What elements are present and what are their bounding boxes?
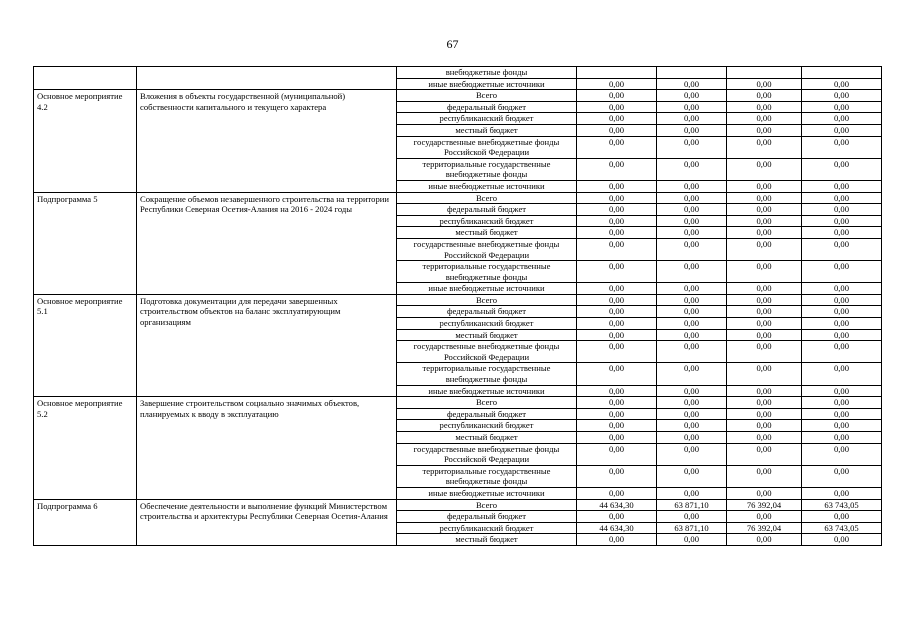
program-title-cell: Подготовка документации для передачи завершенных строительством объектов на баланс эксплуатирующим организациям [137,294,397,396]
amount-cell: 0,00 [727,227,802,239]
amount-cell: 0,00 [657,180,727,192]
program-title-cell: Вложения в объекты государственной (муниципальной) собственности капитального и текущего характера [137,90,397,192]
amount-cell: 0,00 [727,78,802,90]
funding-source-cell: местный бюджет [397,329,577,341]
funding-source-cell: территориальные государственные внебюджетные фонды [397,261,577,283]
amount-cell: 0,00 [577,192,657,204]
amount-cell: 0,00 [802,534,882,546]
funding-source-cell: территориальные государственные внебюджетные фонды [397,363,577,385]
funding-source-cell: иные внебюджетные источники [397,487,577,499]
table-row [34,499,882,511]
program-code-cell: Основное мероприятие 4.2 [34,90,137,192]
funding-source-cell: федеральный бюджет [397,408,577,420]
amount-cell: 0,00 [577,385,657,397]
amount-cell: 0,00 [727,408,802,420]
amount-cell: 0,00 [657,534,727,546]
amount-cell: 0,00 [577,487,657,499]
program-code-cell: Основное мероприятие 5.2 [34,397,137,499]
amount-cell: 0,00 [657,363,727,385]
amount-cell: 0,00 [802,204,882,216]
amount-cell: 0,00 [657,443,727,465]
amount-cell: 0,00 [657,90,727,102]
program-code-cell: Подпрограмма 6 [34,499,137,545]
amount-cell: 0,00 [577,511,657,523]
amount-cell: 0,00 [727,341,802,363]
amount-cell: 0,00 [727,261,802,283]
amount-cell: 0,00 [577,78,657,90]
amount-cell: 0,00 [727,113,802,125]
amount-cell: 0,00 [727,363,802,385]
amount-cell: 0,00 [802,363,882,385]
funding-source-cell: государственные внебюджетные фонды Российской Федерации [397,238,577,260]
amount-cell: 0,00 [802,78,882,90]
funding-source-cell: Всего [397,192,577,204]
amount-cell: 0,00 [657,432,727,444]
amount-cell: 0,00 [802,306,882,318]
amount-cell: 0,00 [577,113,657,125]
amount-cell: 0,00 [802,192,882,204]
amount-cell: 0,00 [727,306,802,318]
amount-cell: 0,00 [657,420,727,432]
amount-cell: 0,00 [657,158,727,180]
amount-cell: 0,00 [657,318,727,330]
table-row [34,397,882,409]
program-title-cell: Завершение строительством социально значимых объектов, планируемых к вводу в эксплуатацию [137,397,397,499]
amount-cell: 0,00 [657,136,727,158]
program-title-cell [137,67,397,90]
amount-cell: 0,00 [577,329,657,341]
amount-cell: 0,00 [727,136,802,158]
amount-cell: 0,00 [577,158,657,180]
amount-cell: 0,00 [802,443,882,465]
amount-cell: 63 871,10 [657,499,727,511]
table-row [34,67,882,79]
amount-cell: 0,00 [577,204,657,216]
amount-cell: 0,00 [577,101,657,113]
amount-cell: 0,00 [802,397,882,409]
amount-cell: 0,00 [802,432,882,444]
amount-cell: 0,00 [727,385,802,397]
amount-cell: 0,00 [802,329,882,341]
amount-cell: 0,00 [577,465,657,487]
funding-source-cell: государственные внебюджетные фонды Российской Федерации [397,136,577,158]
amount-cell: 0,00 [577,90,657,102]
amount-cell: 0,00 [657,283,727,295]
amount-cell: 0,00 [577,215,657,227]
amount-cell: 63 743,05 [802,522,882,534]
amount-cell: 0,00 [727,443,802,465]
funding-source-cell: республиканский бюджет [397,318,577,330]
amount-cell: 0,00 [727,158,802,180]
amount-cell: 44 634,30 [577,499,657,511]
program-code-cell [34,67,137,90]
amount-cell: 0,00 [727,329,802,341]
amount-cell: 0,00 [802,341,882,363]
funding-source-cell: федеральный бюджет [397,101,577,113]
table-row [34,90,882,102]
amount-cell: 0,00 [577,341,657,363]
amount-cell: 76 392,04 [727,499,802,511]
amount-cell: 0,00 [802,227,882,239]
funding-source-cell: местный бюджет [397,534,577,546]
amount-cell: 0,00 [577,306,657,318]
amount-cell: 0,00 [657,306,727,318]
amount-cell: 0,00 [802,283,882,295]
amount-cell: 0,00 [657,261,727,283]
funding-source-cell: Всего [397,294,577,306]
amount-cell: 0,00 [727,432,802,444]
amount-cell: 0,00 [727,397,802,409]
amount-cell: 0,00 [577,443,657,465]
funding-source-cell: территориальные государственные внебюджетные фонды [397,465,577,487]
funding-source-cell: федеральный бюджет [397,204,577,216]
funding-source-cell: местный бюджет [397,432,577,444]
amount-cell: 0,00 [577,180,657,192]
amount-cell: 0,00 [577,420,657,432]
amount-cell: 63 743,05 [802,499,882,511]
amount-cell: 0,00 [802,215,882,227]
funding-source-cell: территориальные государственные внебюджетные фонды [397,158,577,180]
amount-cell: 44 634,30 [577,522,657,534]
amount-cell: 0,00 [802,113,882,125]
funding-source-cell: внебюджетные фонды [397,67,577,79]
amount-cell: 0,00 [657,227,727,239]
amount-cell: 0,00 [802,487,882,499]
funding-source-cell: республиканский бюджет [397,215,577,227]
amount-cell: 0,00 [727,318,802,330]
funding-source-cell: местный бюджет [397,227,577,239]
amount-cell: 0,00 [802,294,882,306]
funding-source-cell: Всего [397,499,577,511]
amount-cell: 0,00 [577,136,657,158]
amount-cell: 0,00 [577,283,657,295]
amount-cell: 0,00 [802,465,882,487]
amount-cell [657,67,727,79]
amount-cell: 0,00 [727,101,802,113]
amount-cell: 0,00 [802,180,882,192]
amount-cell: 0,00 [657,511,727,523]
amount-cell: 0,00 [657,329,727,341]
amount-cell: 0,00 [657,465,727,487]
amount-cell: 0,00 [577,397,657,409]
amount-cell: 0,00 [577,363,657,385]
amount-cell: 0,00 [577,408,657,420]
amount-cell: 0,00 [727,215,802,227]
funding-source-cell: иные внебюджетные источники [397,180,577,192]
amount-cell: 0,00 [657,101,727,113]
amount-cell: 0,00 [657,385,727,397]
funding-source-cell: республиканский бюджет [397,522,577,534]
funding-source-cell: федеральный бюджет [397,511,577,523]
page-number: 67 [446,37,459,51]
funding-source-cell: Всего [397,90,577,102]
program-title-cell: Обеспечение деятельности и выполнение функций Министерством строительства и архитектуры Республики Северная Осетия-Алания [137,499,397,545]
amount-cell: 0,00 [577,238,657,260]
amount-cell: 0,00 [577,294,657,306]
amount-cell: 0,00 [727,238,802,260]
amount-cell: 0,00 [727,180,802,192]
amount-cell: 0,00 [802,511,882,523]
amount-cell [727,67,802,79]
amount-cell: 0,00 [802,238,882,260]
funding-source-cell: федеральный бюджет [397,306,577,318]
amount-cell: 0,00 [727,124,802,136]
amount-cell: 0,00 [802,158,882,180]
funding-source-cell: иные внебюджетные источники [397,283,577,295]
amount-cell: 0,00 [657,341,727,363]
amount-cell: 0,00 [802,261,882,283]
amount-cell: 0,00 [802,408,882,420]
amount-cell: 0,00 [727,534,802,546]
amount-cell: 0,00 [657,294,727,306]
amount-cell: 0,00 [657,113,727,125]
table-row [34,294,882,306]
program-code-cell: Основное мероприятие 5.1 [34,294,137,396]
amount-cell: 0,00 [802,420,882,432]
amount-cell: 0,00 [577,227,657,239]
program-title-cell: Сокращение объемов незавершенного строительства на территории Республики Северная Осетия-Алания на 2016 - 2024 годы [137,192,397,294]
amount-cell: 0,00 [727,283,802,295]
amount-cell: 0,00 [657,124,727,136]
amount-cell: 0,00 [577,432,657,444]
amount-cell: 0,00 [727,487,802,499]
amount-cell: 0,00 [802,90,882,102]
amount-cell: 0,00 [802,385,882,397]
amount-cell: 0,00 [727,204,802,216]
amount-cell: 63 871,10 [657,522,727,534]
amount-cell: 0,00 [577,318,657,330]
amount-cell: 0,00 [657,487,727,499]
amount-cell: 0,00 [727,465,802,487]
amount-cell: 0,00 [577,534,657,546]
amount-cell: 0,00 [657,192,727,204]
funding-source-cell: Всего [397,397,577,409]
amount-cell: 0,00 [577,124,657,136]
amount-cell: 0,00 [657,215,727,227]
funding-source-cell: республиканский бюджет [397,420,577,432]
amount-cell: 0,00 [802,124,882,136]
amount-cell: 0,00 [802,101,882,113]
amount-cell: 0,00 [657,204,727,216]
amount-cell: 0,00 [727,294,802,306]
amount-cell: 76 392,04 [727,522,802,534]
budget-table [33,66,882,546]
amount-cell: 0,00 [657,397,727,409]
amount-cell [577,67,657,79]
table-body [34,67,882,546]
amount-cell: 0,00 [727,192,802,204]
funding-source-cell: иные внебюджетные источники [397,78,577,90]
amount-cell: 0,00 [802,318,882,330]
amount-cell: 0,00 [727,420,802,432]
amount-cell [802,67,882,79]
funding-source-cell: республиканский бюджет [397,113,577,125]
amount-cell: 0,00 [727,90,802,102]
amount-cell: 0,00 [802,136,882,158]
amount-cell: 0,00 [657,238,727,260]
amount-cell: 0,00 [727,511,802,523]
funding-source-cell: государственные внебюджетные фонды Российской Федерации [397,443,577,465]
amount-cell: 0,00 [657,78,727,90]
table-row [34,192,882,204]
amount-cell: 0,00 [657,408,727,420]
program-code-cell: Подпрограмма 5 [34,192,137,294]
funding-source-cell: иные внебюджетные источники [397,385,577,397]
funding-source-cell: государственные внебюджетные фонды Российской Федерации [397,341,577,363]
amount-cell: 0,00 [577,261,657,283]
funding-source-cell: местный бюджет [397,124,577,136]
